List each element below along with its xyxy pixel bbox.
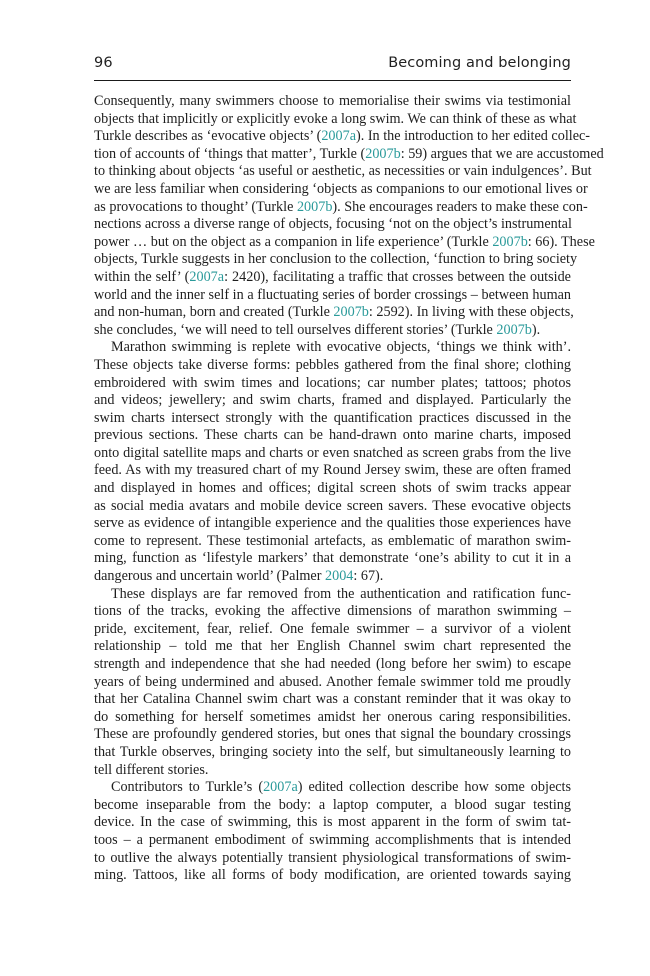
text-line: [94, 287, 571, 305]
text-segment: years of being undermined and abused. Another female swimmer told me proudly: [94, 673, 571, 690]
text-line: [94, 638, 571, 656]
text-segment: toos – a permanent embodiment of swimming accomplishments that is intended: [94, 831, 571, 848]
text-segment: ming, function as ‘lifestyle markers’ that demonstrate ‘one’s ability to cut it in a: [94, 550, 571, 567]
text-line: [94, 357, 571, 375]
citation-link[interactable]: 2007b: [492, 233, 528, 250]
paragraph: [94, 586, 571, 780]
body-text: [94, 93, 604, 885]
citation-link[interactable]: 2007a: [189, 268, 225, 285]
text-line: [94, 762, 571, 780]
citation-link[interactable]: 2007a: [263, 779, 298, 796]
text-segment: feed. As with my treasured chart of my Round Jersey swim, these are often framed: [94, 462, 571, 479]
text-segment: previous sections. These charts can be hand-drawn onto marine charts, imposed: [94, 427, 571, 444]
text-segment: come to represent. These testimonial artefacts, as emblematic of marathon swim-: [94, 532, 571, 549]
text-segment: These objects take diverse forms: pebbles gathered from the final shore; clothing: [94, 356, 571, 373]
text-line: [94, 163, 592, 181]
text-segment: ). She encourages readers to make these con-: [332, 198, 588, 215]
text-segment: ming. Tattoos, like all forms of body modification, are oriented towards saying: [94, 867, 571, 884]
paragraph: [94, 93, 604, 339]
text-segment: and non-human, born and created (Turkle: [94, 304, 334, 321]
text-line: [94, 110, 577, 129]
text-segment: objects that implicitly or explicitly evoke a long swim. We can think of these as what: [94, 110, 577, 127]
text-segment: : 66). These: [527, 233, 595, 250]
text-line: [94, 797, 571, 815]
text-segment: device. In the case of swimming, this is most apparent in the form of swim tat-: [94, 814, 571, 831]
text-line: [94, 515, 571, 533]
text-line: [94, 233, 595, 252]
text-line: [94, 498, 571, 516]
text-segment: dangerous and uncertain world’ (Palmer: [94, 568, 325, 585]
text-segment: we are less familiar when considering ‘objects as companions to our emotional lives or: [94, 180, 588, 197]
text-segment: she concludes, ‘we will need to tell ourselves different stories’ (Turkle: [94, 321, 497, 338]
text-segment: embroidered with swim times and locations; car number plates; tattoos; photos: [94, 374, 571, 391]
text-segment: as provocations to thought’ (Turkle: [94, 198, 297, 215]
citation-link[interactable]: 2007b: [296, 198, 333, 215]
text-line: [94, 779, 571, 797]
text-segment: as social media avatars and mobile device screen savers. These evocative objects: [94, 497, 571, 514]
text-line: [94, 568, 571, 586]
text-segment: do something for herself sometimes amidst her onerous caring responsibilities.: [94, 708, 571, 725]
header-rule: [94, 80, 571, 81]
text-segment: that her Catalina Channel swim chart was a constant reminder that it was okay to: [94, 691, 571, 708]
text-segment: and displayed in homes and offices; digital screen shots of swim tracks appear: [94, 480, 571, 497]
text-segment: that Turkle observes, bringing society into the self, but simultaneously learning to: [94, 743, 571, 760]
text-segment: tions of the tracks, evoking the affective dimensions of marathon swimming –: [94, 603, 571, 620]
text-segment: strength and independence that she had needed (long before her swim) to escape: [94, 656, 571, 672]
running-head: [94, 53, 571, 77]
text-line: [94, 814, 571, 832]
text-segment: These are profoundly gendered stories, but ones that signal the boundary crossings: [94, 726, 571, 743]
text-line: [94, 709, 571, 727]
text-segment: relationship – told me that her English Channel swim chart represented the: [94, 638, 571, 655]
text-line: [94, 304, 574, 322]
text-line: [94, 410, 571, 428]
text-line: [94, 427, 571, 445]
citation-link[interactable]: 2004: [325, 568, 354, 585]
text-segment: : 2420), facilitating a traffic that crosses between the outside: [224, 268, 571, 285]
text-segment: world and the inner self in a fluctuating series of border crossings – between human: [94, 286, 571, 303]
paragraph: [94, 339, 571, 585]
text-segment: to outlive the always potentially transient physiological transformations of swim-: [94, 849, 571, 866]
text-line: [94, 93, 571, 111]
text-line: [94, 674, 571, 692]
text-segment: : 2592). In living with these objects,: [368, 304, 574, 321]
text-line: [94, 251, 578, 269]
citation-link[interactable]: 2007a: [321, 128, 357, 145]
text-line: [94, 550, 571, 568]
text-segment: onto digital satellite maps and charts or even snatched as screen grabs from the live: [94, 444, 571, 461]
text-line: [94, 691, 571, 709]
text-line: [94, 339, 571, 357]
text-segment: swim charts intersect strongly with the quantification practices discussed in the: [94, 409, 571, 426]
text-segment: and videos; jewellery; and swim charts, framed and displayed. Particularly the: [94, 392, 571, 409]
text-segment: ).: [531, 321, 541, 338]
text-segment: Turkle describes as ‘evocative objects’ (: [94, 128, 322, 145]
text-segment: within the self’ (: [94, 268, 190, 285]
text-line: [94, 128, 591, 146]
text-line: [94, 322, 571, 340]
text-segment: become inseparable from the body: a laptop computer, a blood sugar testing: [94, 796, 571, 813]
text-line: [94, 180, 588, 199]
text-segment: tell different stories.: [94, 761, 209, 778]
text-line: [94, 603, 571, 621]
text-line: [94, 462, 571, 480]
text-segment: : 59) argues that we are accustomed: [400, 145, 604, 162]
text-line: [94, 744, 571, 762]
text-segment: power … but on the object as a companion in life experience’ (Turkle: [94, 233, 493, 250]
text-segment: serve as evidence of intangible experience and the qualities those experiences have: [94, 515, 571, 532]
text-segment: Marathon swimming is replete with evocative objects, ‘things we think with’.: [111, 339, 571, 356]
text-line: [94, 850, 571, 868]
text-line: [94, 726, 571, 744]
text-line: [94, 480, 571, 498]
text-line: [94, 533, 571, 551]
citation-link[interactable]: 2007b: [496, 321, 532, 338]
text-segment: nections across a diverse range of objects, focusing ‘not on the object’s instrumental: [94, 216, 572, 233]
text-line: [94, 145, 604, 164]
text-line: [94, 392, 571, 410]
text-segment: Contributors to Turkle’s (: [111, 779, 264, 796]
citation-link[interactable]: 2007b: [365, 145, 401, 162]
text-line: [94, 656, 571, 674]
text-line: [94, 375, 571, 393]
text-segment: These displays are far removed from the authentication and ratification func-: [111, 585, 571, 602]
text-line: [94, 867, 571, 885]
text-segment: Consequently, many swimmers choose to memorialise their swims via testimonial: [94, 93, 571, 109]
text-line: [94, 832, 571, 850]
text-segment: to thinking about objects ‘as useful or aesthetic, as necessities or vain indulgences’. But: [94, 163, 592, 180]
text-segment: ) edited collection describe how some objects: [297, 779, 571, 796]
text-segment: : 67).: [353, 568, 384, 585]
citation-link[interactable]: 2007b: [333, 304, 369, 321]
text-line: [94, 216, 571, 234]
text-line: [94, 198, 588, 217]
text-line: [94, 586, 571, 604]
text-segment: tion of accounts of ‘things that matter’, Turkle (: [94, 145, 366, 162]
text-segment: objects, Turkle suggests in her conclusion to the collection, ‘function to bring society: [94, 251, 578, 268]
running-title: Becoming and belonging: [388, 55, 571, 71]
page-number: 96: [94, 55, 113, 71]
paragraph: [94, 779, 571, 885]
text-segment: pride, excitement, fear, relief. One female swimmer – a survivor of a violent: [94, 620, 571, 637]
text-segment: ). In the introduction to her edited collec-: [356, 128, 591, 145]
text-line: [94, 269, 571, 287]
text-line: [94, 621, 571, 639]
text-line: [94, 445, 571, 463]
